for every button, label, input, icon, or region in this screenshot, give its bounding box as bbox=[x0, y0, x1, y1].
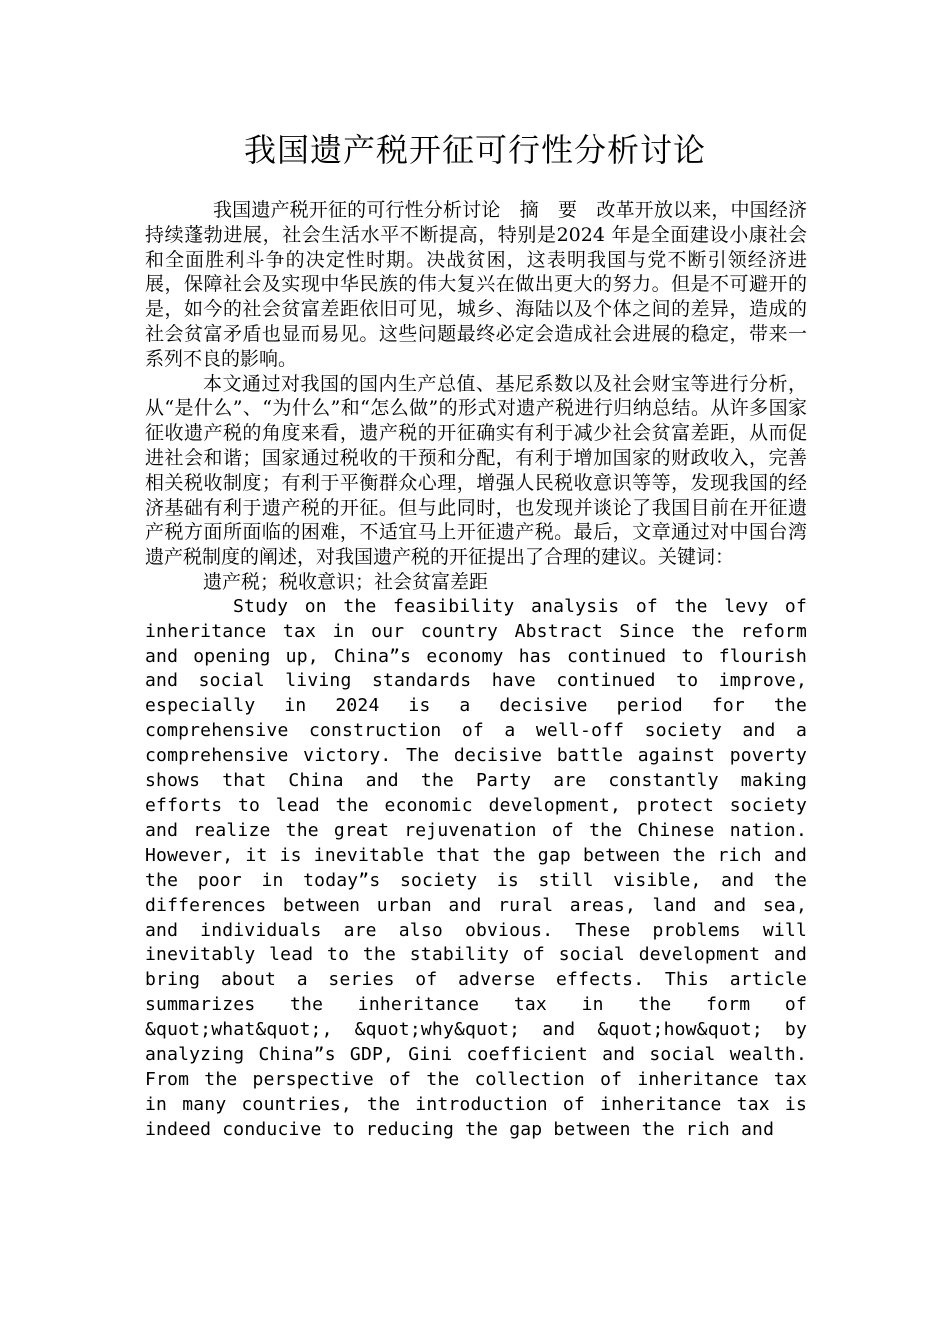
keywords-cn: 遗产税；税收意识；社会贫富差距 bbox=[203, 570, 489, 593]
document-title: 我国遗产税开征可行性分析讨论 bbox=[243, 131, 706, 169]
abstract-paragraph-cn-1: 我国遗产税开征的可行性分析讨论 摘 要 改革开放以来，中国经济持续蓬勃进展，社会生活水平不断提高，特别是2024 年是全面建设小康社会和全面胜利斗争的决定性时期。决战贫困，这表明我国与党不断引领经济进展，保障社会及实现中华民族的伟大复兴在做出更大的努力。但是不可避开的是，如今的社会贫富差距依旧可见，城乡、海陆以及个体之间的差异，造成的社会贫富矛盾也显而易见。这些问题最终必定会造成社会进展的稳定，带来一系列不良的影响。 bbox=[145, 199, 807, 370]
document-body bbox=[145, 198, 807, 1143]
abstract-paragraph-en: Study on the feasibility analysis of the levy of inheritance tax in our country Abstract Since the reform and opening up, China”s economy has continued to flourish and social living standards have continued to improve, especially in 2024 is a decisive period for the comprehensive construction of a well-off society and a comprehensive victory. The decisive battle against poverty shows that China and the Party are constantly making efforts to lead the economic development, protect society and realize the great rejuvenation of the Chinese nation. However, it is inevitable that the gap between the rich and the poor in today”s society is still visible, and the differences between urban and rural areas, land and sea, and individuals are also obvious. These problems will inevitably lead to the stability of social development and bring about a series of adverse effects. This article summarizes the inheritance tax in the form of &quot;what&quot;, &quot;why&quot; and &quot;how&quot; by analyzing China”s GDP, Gini coefficient and social wealth. From the perspective of the collection of inheritance tax in many countries, the introduction of inheritance tax is indeed conducive to reducing the gap between the rich and bbox=[145, 595, 807, 1140]
abstract-paragraph-cn-2: 本文通过对我国的国内生产总值、基尼系数以及社会财宝等进行分析，从“是什么”、“为什么”和“怎么做”的形式对遗产税进行归纳总结。从许多国家征收遗产税的角度来看，遗产税的开征确实有利于减少社会贫富差距，从而促进社会和谐；国家通过税收的干预和分配，有利于增加国家的财政收入，完善相关税收制度；有利于平衡群众心理，增强人民税收意识等等，发现我国的经济基础有利于遗产税的开征。但与此同时，也发现并谈论了我国目前在开征遗产税方面所面临的困难，不适宜马上开征遗产税。最后，文章通过对中国台湾遗产税制度的阐述，对我国遗产税的开征提出了合理的建议。关键词： bbox=[145, 372, 807, 569]
